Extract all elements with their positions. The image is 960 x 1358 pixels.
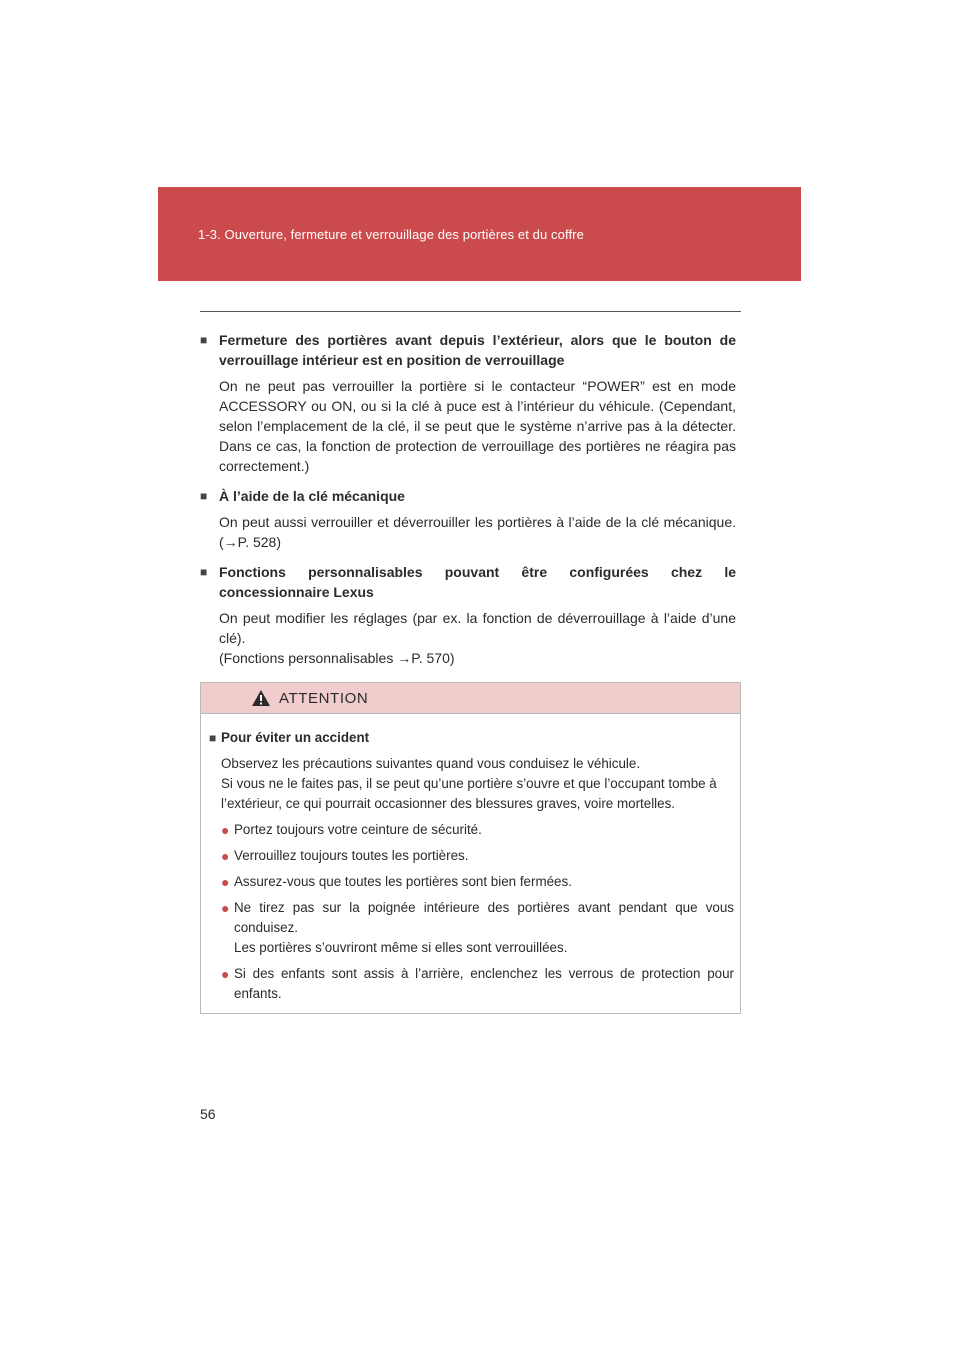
- horizontal-divider: [200, 311, 741, 312]
- bullet-text: Si des enfants sont assis à l’arrière, enclenchez les verrous de protection pour enfants.: [234, 966, 734, 1001]
- warning-subheading: Pour éviter un accident: [221, 730, 370, 745]
- section-heading: Fonctions personnalisables pouvant être configurées chez le concessionnaire Lexus: [219, 564, 736, 600]
- section-paragraph: On peut aussi verrouiller et déverrouiller les portières à l’aide de la clé mécanique. (→P. 528): [219, 514, 736, 550]
- bullet-text: Assurez-vous que toutes les portières sont bien fermées.: [234, 874, 572, 889]
- bullet-text: Ne tirez pas sur la poignée intérieure des portières avant pendant que vous conduisez.: [234, 900, 734, 935]
- square-bullet-icon: ■: [200, 489, 208, 503]
- main-content: [200, 330, 736, 678]
- circle-bullet-icon: ●: [221, 900, 230, 916]
- warning-bullet: [209, 964, 734, 1004]
- section-closing-front-doors: [200, 330, 736, 476]
- section-heading: À l’aide de la clé mécanique: [219, 488, 405, 504]
- circle-bullet-icon: ●: [221, 822, 230, 838]
- circle-bullet-icon: ●: [221, 874, 230, 890]
- section-paragraph: (Fonctions personnalisables →P. 570): [219, 650, 455, 666]
- warning-bullet: [209, 872, 734, 892]
- warning-bullet: [209, 898, 734, 958]
- section-header-band: [158, 187, 801, 281]
- section-mechanical-key: [200, 486, 736, 552]
- warning-triangle-icon: [251, 689, 271, 707]
- warning-bullet: [209, 820, 734, 840]
- warning-label: ATTENTION: [279, 689, 369, 707]
- square-bullet-icon: ■: [200, 333, 208, 347]
- warning-intro-line: Si vous ne le faites pas, il se peut qu’une portière s’ouvre et que l’occupant tombe à l’extérieur, ce qui pourrait occasionner des blessures graves, voire mortelles.: [221, 776, 717, 811]
- circle-bullet-icon: ●: [221, 848, 230, 864]
- section-heading: Fermeture des portières avant depuis l’extérieur, alors que le bouton de verrouillage intérieur est en position de verrouillage: [219, 332, 736, 368]
- bullet-text: Portez toujours votre ceinture de sécurité.: [234, 822, 482, 837]
- warning-intro-line: Observez les précautions suivantes quand vous conduisez le véhicule.: [221, 756, 641, 771]
- section-paragraph: On peut modifier les réglages (par ex. la fonction de déverrouillage à l’aide d’une clé).: [219, 610, 736, 646]
- warning-bullet: [209, 846, 734, 866]
- square-bullet-icon: ■: [209, 731, 217, 745]
- section-customizable-functions: [200, 562, 736, 668]
- section-paragraph: On ne peut pas verrouiller la portière si le contacteur “POWER” est en mode ACCESSORY ou ON, ou si la clé à puce est à l’intérieur du véhicule. (Cependant, selon l’emplacement de la clé, il se peut que le système n’arrive pas à la détecter. Dans ce cas, la fonction de protection de verrouillage des portières ne réagira pas correctement.): [219, 378, 736, 474]
- bullet-text: Verrouillez toujours toutes les portières.: [234, 848, 469, 863]
- page-number: 56: [200, 1106, 216, 1122]
- warning-header: [201, 683, 740, 714]
- square-bullet-icon: ■: [200, 565, 208, 579]
- section-title: 1-3. Ouverture, fermeture et verrouillage des portières et du coffre: [198, 227, 584, 242]
- circle-bullet-icon: ●: [221, 966, 230, 982]
- bullet-text: Les portières s’ouvriront même si elles sont verrouillées.: [234, 940, 568, 955]
- warning-box: [200, 682, 741, 1014]
